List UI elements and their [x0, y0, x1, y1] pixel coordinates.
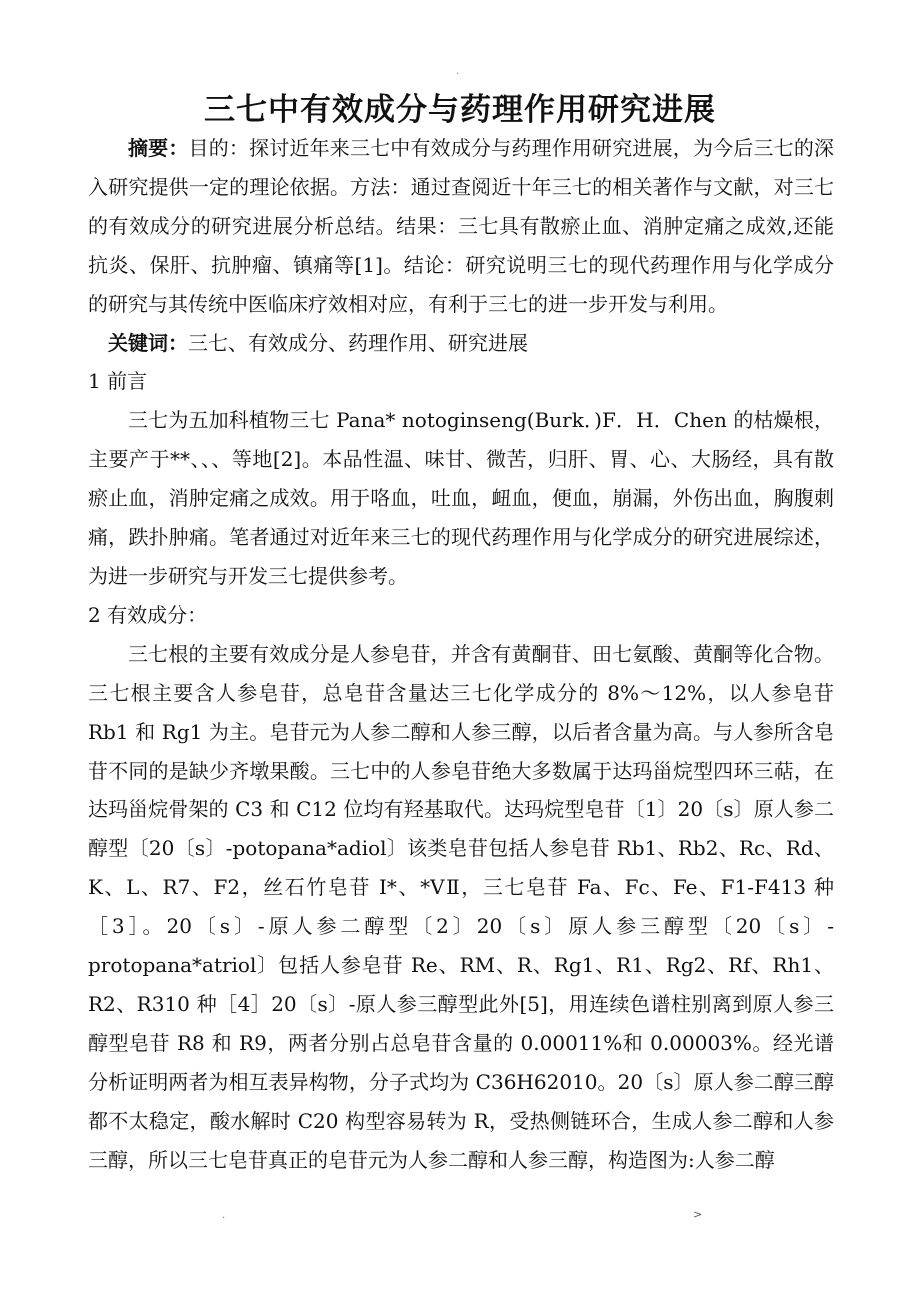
keywords-line — [88, 324, 834, 363]
keywords-text: 三七、有效成分、药理作用、研究进展 — [188, 330, 528, 355]
section-2-heading: 2 有效成分： — [88, 602, 208, 627]
abstract-text: 目的：探讨近年来三七中有效成分与药理作用研究进展，为今后三七的深入研究提供一定的理论依据。方法：通过查阅近十年三七的相关著作与文献，对三七的有效成分的研究进展分析总结。结果：三七具有散瘀止血、消肿定痛之成效,还能抗炎、保肝、抗肿瘤、镇痛等[1]。结论：研究说明三七的现代药理作用与化学成分的研究与其传统中医临床疗效相对应，有利于三七的进一步开发与利用。 — [88, 136, 835, 316]
abstract-paragraph — [88, 129, 834, 324]
document-body — [88, 129, 834, 1179]
page-title: 三七中有效成分与药理作用研究进展 — [204, 92, 716, 128]
section-2-paragraph: 三七根的主要有效成分是人参皂苷，并含有黄酮苷、田七氨酸、黄酮等化合物。三七根主要含人参皂苷，总皂苷含量达三七化学成分的 8%～12%，以人参皂苷 Rb1 和 Rg1 为主。皂苷元为人参二醇和人参三醇，以后者含量为高。与人参所含皂苷不同的是缺少齐墩果酸。三七中的人参皂苷绝大多数属于达玛甾烷型四环三萜，在达玛甾烷骨架的 C3 和 C12 位均有羟基取代。达玛烷型皂苷〔1〕20〔s〕原人参二醇型〔20〔s〕-potopana*adiol〕该类皂苷包括人参皂苷 Rb1、Rb2、Rc、Rd、K、L、R7、F2，丝石竹皂苷 I*、*VⅡ，三七皂苷 Fa、Fc、Fe、F1-F413 种［3］。20〔s〕-原人参二醇型〔2〕20〔s〕原人参三醇型〔20〔s〕-protopana*atriol〕包括人参皂苷 Re、RM、R、Rg1、R1、Rg2、Rf、Rh1、R2、R310 种［4］20〔s〕-原人参三醇型此外[5]，用连续色谱柱别离到原人参三醇型皂苷 R8 和 R9，两者分别占总皂苷含量的 0.00011%和 0.00003%。经光谱分析证明两者为相互表异构物，分子式均为 C36H62010。20〔s〕原人参二醇三醇都不太稳定，酸水解时 C20 构型容易转为 R，受热侧链环合，生成人参二醇和人参三醇，所以三七皂苷真正的皂苷元为人参二醇和人参三醇，构造图为:人参二醇 — [88, 641, 834, 1172]
section-1-paragraph: 三七为五加科植物三七 Pana* notoginseng(Burk．)F．H．Chen 的枯燥根，主要产于**、、、等地[2]。本品性温、味甘、微苦，归肝、胃、心、大肠经，具有散瘀止血，消肿定痛之成效。用于咯血，吐血，衄血，便血，崩漏，外伤出血，胸腹刺痛，跌扑肿痛。笔者通过对近年来三七的现代药理作用与化学成分的研究进展综述，为进一步研究与开发三七提供参考。 — [88, 408, 834, 588]
section-1-heading: 1 前言 — [88, 369, 148, 394]
footer-dot: . — [222, 1210, 226, 1221]
header-dot: . — [456, 66, 460, 77]
keywords-label: 关键词： — [108, 330, 188, 355]
abstract-label: 摘要： — [128, 136, 189, 160]
footer-mark: > — [693, 1208, 703, 1221]
